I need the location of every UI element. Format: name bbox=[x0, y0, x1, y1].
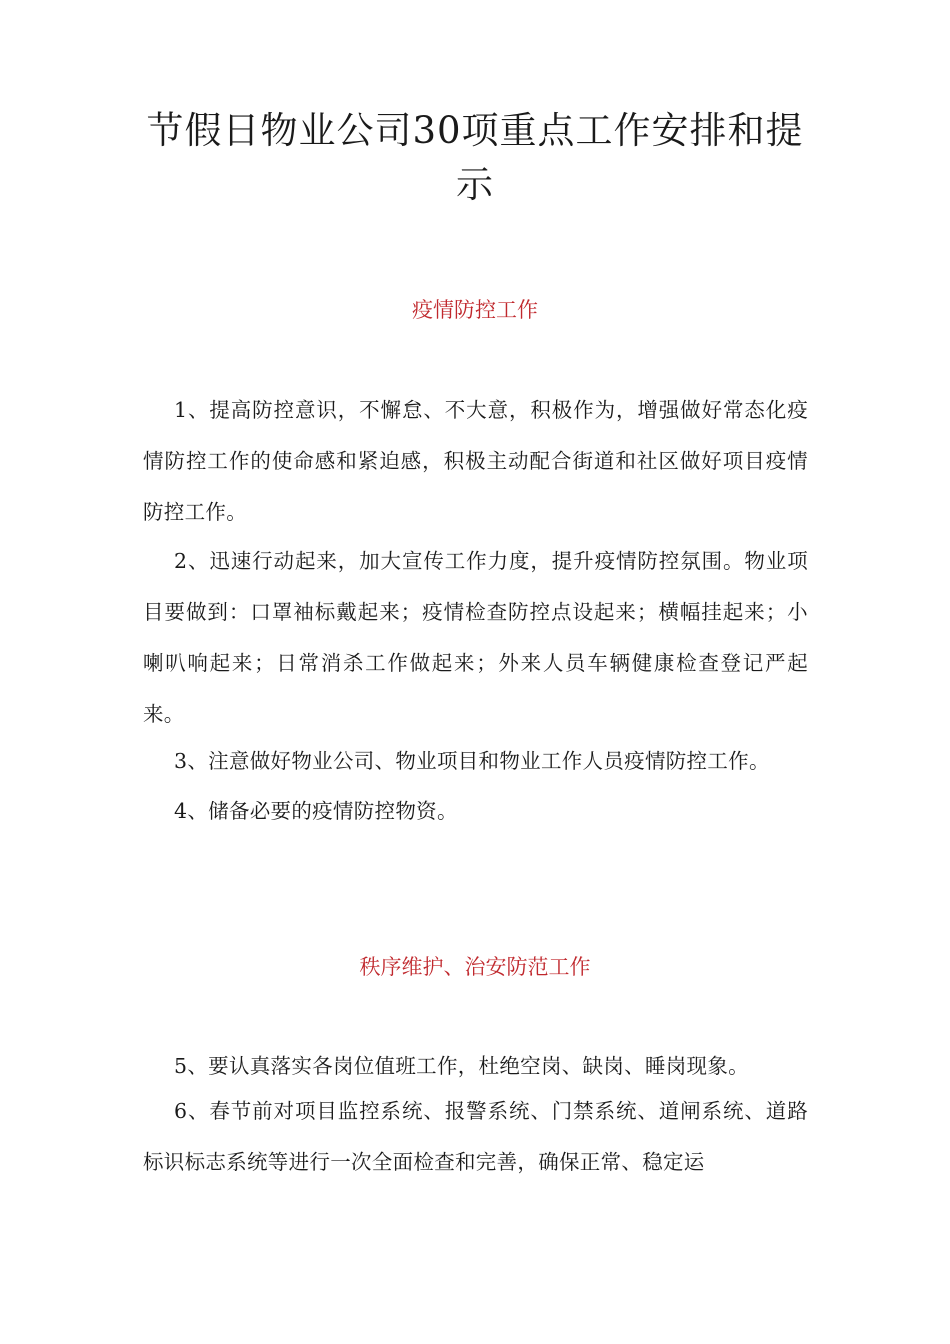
paragraph-6: 6、春节前对项目监控系统、报警系统、门禁系统、道闸系统、道路标识标志系统等进行一次全面检查和完善，确保正常、稳定运 bbox=[143, 1099, 808, 1174]
paragraph-2: 2、迅速行动起来，加大宣传工作力度，提升疫情防控氛围。物业项目要做到：口罩袖标戴起来；疫情检查防控点设起来；横幅挂起来；小喇叭响起来；日常消杀工作做起来；外来人员车辆健康检查登记严起来。 bbox=[143, 549, 808, 726]
section-heading-order-security: 秩序维护、治安防范工作 bbox=[359, 955, 591, 979]
paragraph-5: 5、要认真落实各岗位值班工作，杜绝空岗、缺岗、睡岗现象。 bbox=[174, 1054, 749, 1078]
section-heading-epidemic-control: 疫情防控工作 bbox=[412, 298, 538, 322]
paragraph-3: 3、注意做好物业公司、物业项目和物业工作人员疫情防控工作。 bbox=[174, 749, 770, 773]
paragraph-1: 1、提高防控意识，不懈怠、不大意，积极作为，增强做好常态化疫情防控工作的使命感和紧迫感，积极主动配合街道和社区做好项目疫情防控工作。 bbox=[143, 398, 808, 524]
paragraph-4: 4、储备必要的疫情防控物资。 bbox=[174, 799, 458, 823]
document-title: 节假日物业公司30项重点工作安排和提示 bbox=[146, 109, 804, 206]
